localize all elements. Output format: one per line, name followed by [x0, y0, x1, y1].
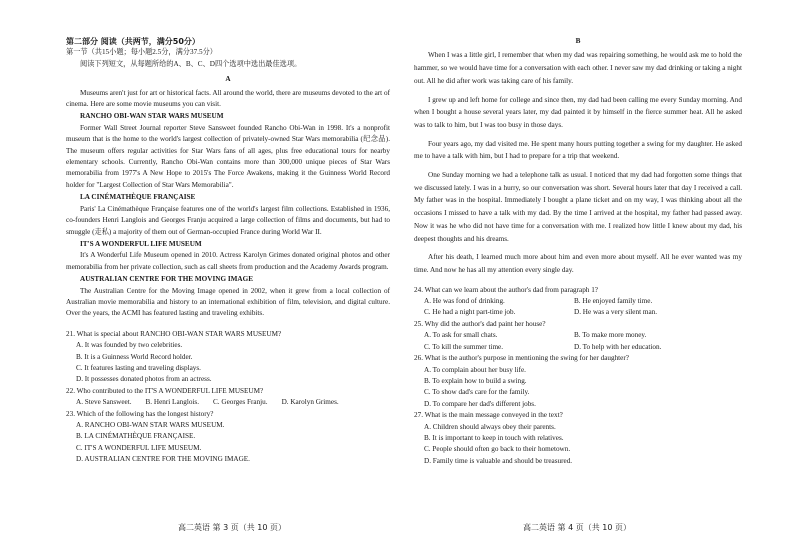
- q26-option-b[interactable]: B. To explain how to build a swing.: [424, 376, 527, 385]
- museum-title-3: IT'S A WONDERFUL LIFE MUSEUM: [80, 239, 202, 248]
- museum-text-2: Paris' La Cinémathèque Française features one of the world's largest film collections. Established in 1936, co-founders Henri Langlois and Georges Franju acquired a large collection of films and documents, but had to smuggle (走私) a majority of them out of German-occupied France during World War II.: [66, 204, 390, 236]
- paragraph-4: One Sunday morning we had a telephone talk as usual. I noticed that my dad had forgotten some things that we discussed lately. I was in a hurry, so our conversation was short. Several hours later that day I received a call. My father was in the hospital. Immediately I bought a plane ticket and on my way, I was thinking about all the occasions I missed to have a talk with my dad. By the time I arrived at the hospital, my father had passed away. Now it was he who did not have time for a conversation with me. I realized how little I knew about my dad, his deepest thoughts and his dreams.: [414, 171, 742, 243]
- passage-label-a: A: [225, 75, 231, 84]
- left-page: [66, 0, 390, 466]
- q25-option-a[interactable]: A. To ask for small chats.: [424, 331, 498, 340]
- q21-option-c[interactable]: C. It features lasting and traveling displays.: [76, 363, 201, 372]
- passage-intro: Museums aren't just for art or historical facts. All around the world, there are museums devoted to the art of cinema. Here are some movie museums you can visit.: [66, 88, 390, 109]
- q26-option-c[interactable]: C. To show dad's care for the family.: [424, 388, 530, 397]
- passage-label-b: B: [575, 37, 581, 45]
- q22-option-d[interactable]: D. Karolyn Grimes.: [281, 398, 339, 407]
- question-24: 24. What can we learn about the author's dad from paragraph 1?: [414, 285, 598, 294]
- question-23: 23. Which of the following has the longest history?: [66, 409, 214, 418]
- left-page-footer: 高二英语 第 3 页（共 10 页）: [178, 523, 286, 532]
- q21-option-a[interactable]: A. It was founded by two celebrities.: [76, 341, 183, 350]
- q27-option-a[interactable]: A. Children should always obey their parents.: [424, 422, 556, 431]
- q22-option-a[interactable]: A. Steve Sansweet.: [76, 398, 132, 407]
- q23-option-a[interactable]: A. RANCHO OBI-WAN STAR WARS MUSEUM.: [76, 421, 225, 429]
- section-header: 第一节（共15小题；每小题2.5分，满分37.5分）: [66, 48, 217, 57]
- q27-option-c[interactable]: C. People should often go back to their hometown.: [424, 445, 571, 454]
- question-27: 27. What is the main message conveyed in the text?: [414, 411, 563, 420]
- q24-option-d[interactable]: D. He was a very silent man.: [574, 308, 658, 317]
- right-page: [414, 0, 742, 467]
- museum-text-1: Former Wall Street Journal reporter Steve Sansweet founded Rancho Obi-Wan in 1998. It's a nonprofit museum that is the home to the world's largest collection of privately-owned Star Wars memorabilia (纪念品). The museum offers regular activities for Star Wars fans of all ages, plus free educational tours for nearby elementary schools. Currently, Rancho Obi-Wan contains more than 300,000 unique pieces of Star Wars memorabilia from 1977's A New Hope to 2015's The Force Awakens, making it the Guinness World Record holder for "Largest Collection of Star Wars Memorabilia".: [66, 123, 390, 189]
- question-26: 26. What is the author's purpose in mentioning the swing for her daughter?: [414, 354, 629, 363]
- question-21: 21. What is special about RANCHO OBI-WAN STAR WARS MUSEUM?: [66, 329, 282, 338]
- museum-text-3: It's A Wonderful Life Museum opened in 2010. Actress Karolyn Grimes donated original photos and other memorabilia from her private collection, such as call sheets from production and the Academy Awards program.: [66, 251, 390, 271]
- q23-option-b[interactable]: B. LA CINÉMATHÈQUE FRANÇAISE.: [76, 432, 196, 441]
- q25-options-row-2: [424, 342, 742, 353]
- paragraph-5: After his death, I learned much more about him and even more about myself. All he ever wanted was my time. And now he has all my attention every single day.: [414, 253, 742, 274]
- q24-options-row-2: [424, 307, 742, 318]
- q27-option-d[interactable]: D. Family time is valuable and should be treasured.: [424, 456, 573, 465]
- q26-option-d[interactable]: D. To compare her dad's different jobs.: [424, 399, 536, 408]
- q25-options-row-1: [424, 330, 742, 341]
- question-22: 22. Who contributed to the IT'S A WONDERFUL LIFE MUSEUM?: [66, 386, 264, 395]
- q25-option-b[interactable]: B. To make more money.: [574, 331, 647, 340]
- q22-option-c[interactable]: C. Georges Franju.: [213, 398, 268, 407]
- paragraph-2: I grew up and left home for college and since then, my dad had been calling me every Sunday morning. And when I bought a house several years later, my dad painted it by himself in the fierce summer heat. All he asked was to talk to him, but I was too busy in those days.: [414, 95, 742, 129]
- paragraph-1: When I was a little girl, I remember that when my dad was repairing something, he would ask me to hold the hammer, so we would have time for a conversation with each other. I never saw my dad drinking or taking a night out. All he did after work was taking care of his family.: [414, 51, 742, 85]
- right-page-footer: 高二英语 第 4 页（共 10 页）: [523, 523, 631, 532]
- museum-title-2: LA CINÉMATHÈQUE FRANÇAISE: [80, 193, 196, 202]
- museum-text-4: The Australian Centre for the Moving Image opened in 2002, when it grew from a local collection of Australian movie memorabilia and history to an international exhibition of film, television, and digital culture. Over the years, the ACMI has featured lasting and traveling exhibits.: [66, 286, 390, 318]
- part-header: 第二部分 阅读（共两节，满分50分）: [66, 37, 200, 46]
- q22-option-b[interactable]: B. Henri Langlois.: [145, 398, 199, 407]
- q24-option-a[interactable]: A. He was fond of drinking.: [424, 297, 505, 306]
- paragraph-3: Four years ago, my dad visited me. He spent many hours putting together a swing for my daughter. He asked me to have a talk with him, but I had to prepare for a trip that weekend.: [414, 139, 742, 161]
- q25-option-c[interactable]: C. To kill the summer time.: [424, 342, 504, 351]
- q27-option-b[interactable]: B. It is important to keep in touch with relatives.: [424, 433, 564, 442]
- q22-options: [76, 397, 390, 408]
- q24-option-b[interactable]: B. He enjoyed family time.: [574, 297, 653, 306]
- q23-option-c[interactable]: C. IT'S A WONDERFUL LIFE MUSEUM.: [76, 443, 202, 452]
- museum-title-4: AUSTRALIAN CENTRE FOR THE MOVING IMAGE: [80, 275, 253, 284]
- museum-title-1: RANCHO OBI-WAN STAR WARS MUSEUM: [80, 112, 224, 121]
- instruction: 阅读下列短文，从每题所给的A、B、C、D四个选项中选出最佳选项。: [80, 59, 302, 68]
- q24-options-row-1: [424, 296, 742, 307]
- question-25: 25. Why did the author's dad paint her house?: [414, 319, 546, 328]
- q26-option-a[interactable]: A. To complain about her busy life.: [424, 365, 526, 374]
- q24-option-c[interactable]: C. He had a night part-time job.: [424, 308, 516, 317]
- q21-option-d[interactable]: D. It possesses donated photos from an actress.: [76, 375, 212, 384]
- q23-option-d[interactable]: D. AUSTRALIAN CENTRE FOR THE MOVING IMAGE.: [76, 455, 250, 464]
- q25-option-d[interactable]: D. To help with her education.: [574, 342, 662, 351]
- q21-option-b[interactable]: B. It is a Guinness World Record holder.: [76, 352, 193, 361]
